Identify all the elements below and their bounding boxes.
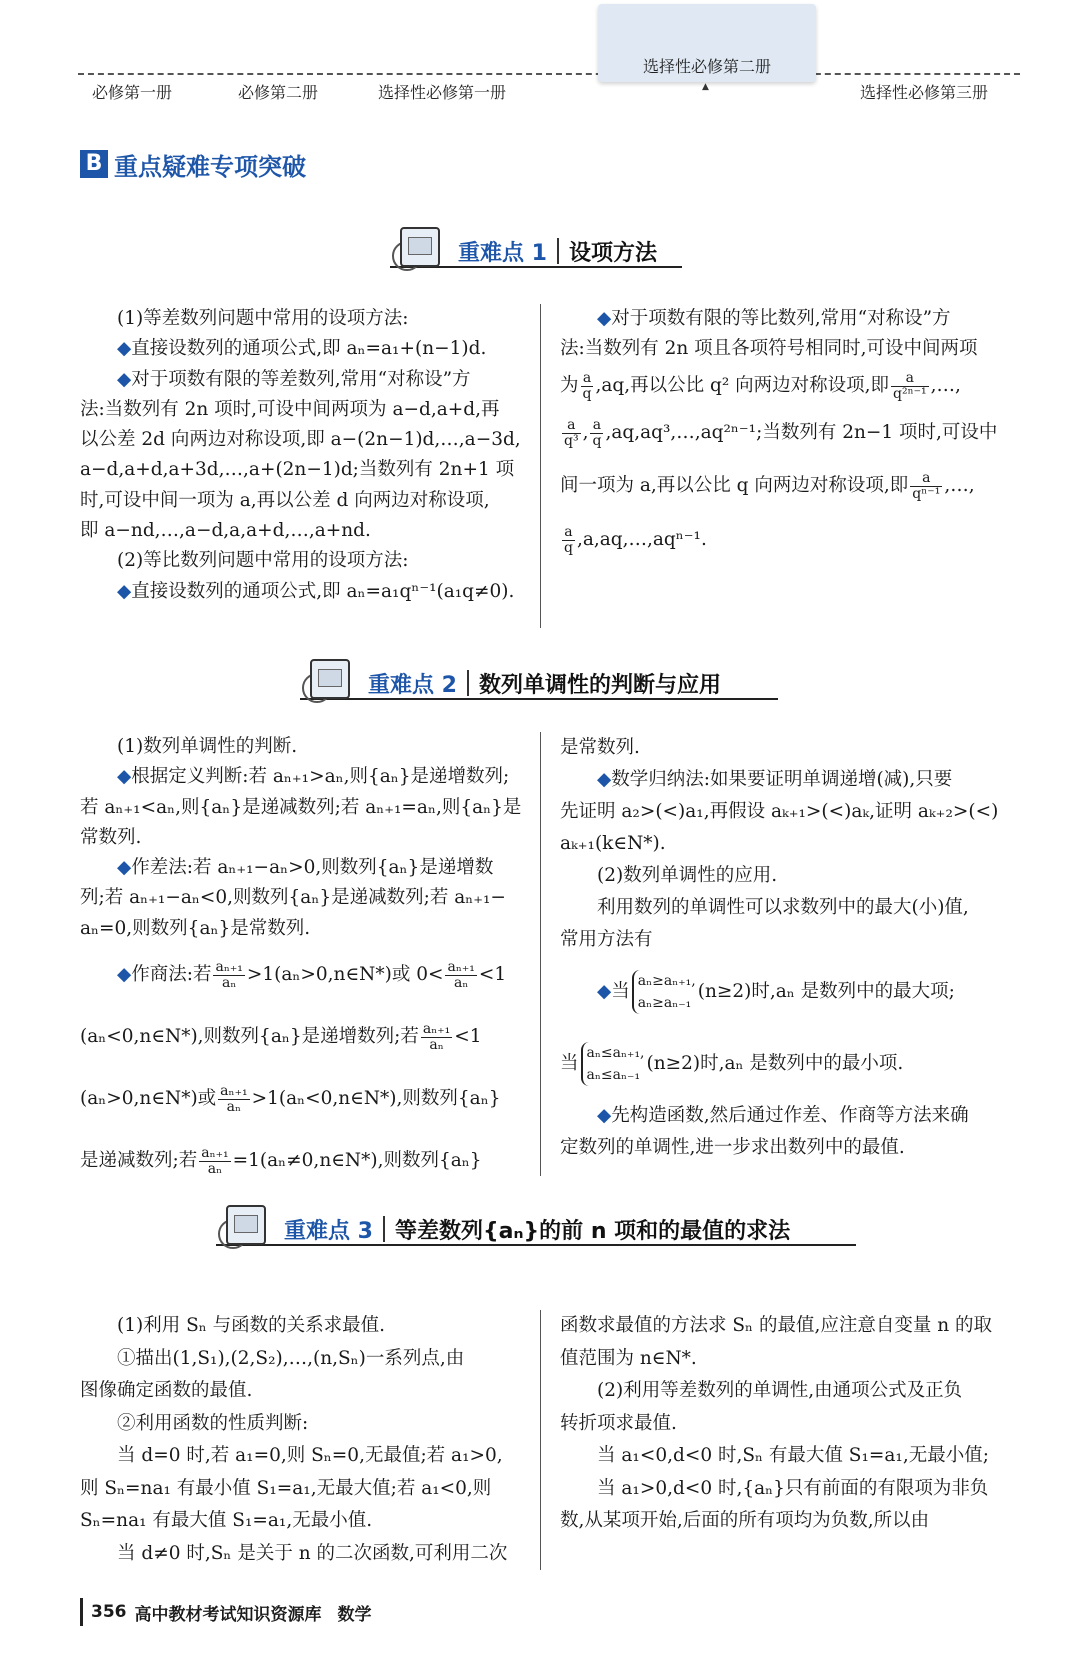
paragraph: 当 a₁>0,d<0 时,{aₙ}只有前面的有限项为非负 xyxy=(597,1477,989,1499)
heading-label: 重难点 3 xyxy=(284,1218,373,1244)
bullet-diamond-icon: ◆ xyxy=(597,308,612,329)
denominator: aₙ xyxy=(429,1036,444,1053)
heading-title: 等差数列{aₙ}的前 n 项和的最值的求法 xyxy=(394,1218,791,1244)
nav-tab-2[interactable]: 必修第二册 xyxy=(238,83,319,102)
paragraph: 数,从某项开始,后面的所有项均为负数,所以由 xyxy=(560,1510,930,1531)
nav-tab-5[interactable]: 选择性必修第三册 xyxy=(860,83,989,102)
denominator: q xyxy=(592,432,602,449)
fraction xyxy=(581,371,594,402)
paragraph: ◆先构造函数,然后通过作差、作商等方法来确 xyxy=(597,1105,969,1126)
fraction xyxy=(199,1146,230,1177)
formula-line xyxy=(80,944,532,1006)
book-icon xyxy=(390,227,450,275)
paragraph: a−d,a+d,a+3d,…,a+(2n−1)d;当数列有 2n+1 项 xyxy=(80,459,515,481)
s1-left-column xyxy=(80,304,532,607)
fraction xyxy=(218,1084,249,1115)
paragraph: Sₙ=na₁ 有最大值 S₁=a₁,无最小值. xyxy=(80,1510,373,1531)
page-footer xyxy=(80,1598,372,1626)
fraction xyxy=(562,418,581,449)
column-divider xyxy=(540,732,541,1176)
bullet-diamond-icon: ◆ xyxy=(117,766,132,788)
denominator: aₙ xyxy=(221,974,237,991)
paragraph: ②利用函数的性质判断: xyxy=(117,1412,309,1434)
fraction xyxy=(910,471,942,502)
paragraph: 以公差 2d 向两边对称设项,即 a−(2n−1)d,…,a−3d, xyxy=(80,429,521,451)
text: ,a,aq,…,aqⁿ⁻¹. xyxy=(576,529,707,550)
text: ◆当 xyxy=(597,981,630,1002)
denominator: qⁿ⁻¹ xyxy=(912,485,941,502)
paragraph: 即 a−nd,…,a−d,a,a+d,…,a+nd. xyxy=(80,520,371,542)
bullet-diamond-icon: ◆ xyxy=(117,338,132,360)
bullet-diamond-icon: ◆ xyxy=(117,368,132,390)
nav-tab-1[interactable]: 必修第一册 xyxy=(92,83,173,102)
formula-line xyxy=(560,364,1020,408)
brace-line: aₙ≥aₙ₋₁ xyxy=(637,995,692,1011)
paragraph: 常用方法有 xyxy=(560,929,653,950)
text: ,…, xyxy=(930,375,961,396)
fraction xyxy=(445,960,476,991)
brace-system xyxy=(581,1042,645,1086)
text: <1 xyxy=(454,1026,482,1048)
numerator: a xyxy=(590,418,603,434)
paragraph: ◆数学归纳法:如果要证明单调递增(减),只要 xyxy=(597,769,953,790)
footer-bar xyxy=(80,1598,83,1626)
formula-line xyxy=(560,956,1020,1028)
formula-line xyxy=(80,1006,532,1068)
bullet-diamond-icon: ◆ xyxy=(117,964,132,986)
active-marker-icon: ▲ xyxy=(702,82,709,92)
text: 间一项为 a,再以公比 q 向两边对称设项,即 xyxy=(560,475,909,496)
nav-tab-4: 选择性必修第二册 xyxy=(642,57,771,76)
heading-1 xyxy=(390,226,682,276)
page-number: 356 xyxy=(91,1602,127,1622)
fraction xyxy=(421,1022,452,1053)
denominator: q xyxy=(564,539,573,556)
text: ◆作商法:若 xyxy=(117,964,212,986)
text: 为 xyxy=(560,375,579,396)
paragraph: (2)数列单调性的应用. xyxy=(597,865,778,886)
numerator: a xyxy=(581,371,594,387)
paragraph: ◆对于项数有限的等比数列,常用“对称设”方 xyxy=(597,308,951,329)
brace-line: aₙ≥aₙ₊₁, xyxy=(637,973,696,989)
bullet-diamond-icon: ◆ xyxy=(597,769,612,790)
heading-separator xyxy=(383,1216,385,1242)
paragraph: 图像确定函数的最值. xyxy=(80,1380,253,1401)
paragraph: (2)利用等差数列的单调性,由通项公式及正负 xyxy=(597,1380,963,1401)
paragraph: 列;若 aₙ₊₁−aₙ<0,则数列{aₙ}是递减数列;若 aₙ₊₁− xyxy=(80,887,506,909)
paragraph: 值范围为 n∈N*. xyxy=(560,1347,697,1369)
nav-divider xyxy=(78,73,1020,75)
text: ,aq,aq³,…,aq²ⁿ⁻¹;当数列有 2n−1 项时,可设中 xyxy=(605,422,998,443)
numerator: a xyxy=(910,471,942,487)
text: 是递减数列;若 xyxy=(80,1150,198,1172)
paragraph: (1)等差数列问题中常用的设项方法: xyxy=(117,308,409,329)
numerator: aₙ₊₁ xyxy=(215,958,243,975)
chapter-nav xyxy=(0,0,1080,100)
paragraph: 若 aₙ₊₁<aₙ,则{aₙ}是递减数列;若 aₙ₊₁=aₙ,则{aₙ}是 xyxy=(80,796,522,818)
s2-right-column xyxy=(560,732,1020,1164)
heading-2 xyxy=(300,658,778,708)
text: (aₙ>0,n∈N*)或 xyxy=(80,1088,217,1110)
column-divider xyxy=(540,1310,541,1570)
paragraph: 利用数列的单调性可以求数列中的最大(小)值, xyxy=(597,897,969,918)
section-title-text: 重点疑难专项突破 xyxy=(114,152,306,181)
heading-underline xyxy=(216,1244,856,1246)
numerator: aₙ₊₁ xyxy=(422,1020,451,1037)
nav-tab-3[interactable]: 选择性必修第一册 xyxy=(378,83,507,102)
paragraph: (2)等比数列问题中常用的设项方法: xyxy=(117,550,409,572)
paragraph: aₙ=0,则数列{aₙ}是常数列. xyxy=(80,917,311,939)
paragraph: 先证明 a₂>(<)a₁,再假设 aₖ₊₁>(<)aₖ,证明 aₖ₊₂>(<) xyxy=(560,801,999,822)
brace-line: aₙ≤aₙ₋₁ xyxy=(586,1067,641,1083)
heading-separator xyxy=(467,670,469,696)
heading-label: 重难点 1 xyxy=(458,240,547,266)
s3-right-column xyxy=(560,1310,1020,1538)
text: (aₙ<0,n∈N*),则数列{aₙ}是递增数列;若 xyxy=(80,1026,419,1048)
numerator: a xyxy=(562,525,575,541)
section-badge: B xyxy=(80,150,108,178)
text: =1(aₙ≠0,n∈N*),则数列{aₙ} xyxy=(232,1150,482,1172)
text: ,…, xyxy=(944,475,975,496)
bullet-diamond-icon: ◆ xyxy=(597,1105,612,1126)
numerator: a xyxy=(562,418,581,434)
column-divider xyxy=(540,304,541,628)
fraction xyxy=(590,418,603,449)
book-icon xyxy=(300,659,360,707)
fraction xyxy=(213,960,244,991)
book-title: 高中教材考试知识资源库 xyxy=(134,1604,322,1625)
brace-system xyxy=(632,970,696,1014)
paragraph: ◆作差法:若 aₙ₊₁−aₙ>0,则数列{aₙ}是递增数 xyxy=(117,857,494,879)
heading-title: 设项方法 xyxy=(568,240,657,266)
numerator: aₙ₊₁ xyxy=(220,1082,248,1099)
paragraph: ◆对于项数有限的等差数列,常用“对称设”方 xyxy=(117,368,471,390)
paragraph: 常数列. xyxy=(80,826,142,848)
heading-3 xyxy=(216,1204,856,1254)
paragraph: 当 d=0 时,若 a₁=0,则 Sₙ=0,无最值;若 a₁>0, xyxy=(117,1445,503,1466)
subject-label: 数学 xyxy=(337,1604,372,1625)
paragraph: (1)利用 Sₙ 与函数的关系求最值. xyxy=(117,1315,386,1336)
fraction xyxy=(891,371,929,402)
denominator: q xyxy=(582,385,592,402)
heading-label: 重难点 2 xyxy=(368,672,457,698)
text: >1(aₙ<0,n∈N*),则数列{aₙ} xyxy=(251,1088,501,1110)
paragraph: 法:当数列有 2n 项且各项符号相同时,可设中间两项 xyxy=(560,338,978,359)
nav-tab-active[interactable] xyxy=(598,4,816,92)
denominator: aₙ xyxy=(226,1098,242,1115)
denominator: aₙ xyxy=(453,974,469,991)
bullet-diamond-icon: ◆ xyxy=(117,857,132,879)
text: (n≥2)时,aₙ 是数列中的最大项; xyxy=(697,981,955,1002)
bullet-diamond-icon: ◆ xyxy=(117,580,132,602)
paragraph: ◆直接设数列的通项公式,即 aₙ=a₁+(n−1)d. xyxy=(117,338,487,360)
bullet-diamond-icon: ◆ xyxy=(597,981,612,1002)
paragraph: 定数列的单调性,进一步求出数列中的最值. xyxy=(560,1137,905,1158)
formula-line xyxy=(560,514,1020,566)
paragraph: ◆直接设数列的通项公式,即 aₙ=a₁qⁿ⁻¹(a₁q≠0). xyxy=(117,580,515,602)
paragraph: aₖ₊₁(k∈N*). xyxy=(560,833,666,854)
s3-left-column xyxy=(80,1310,532,1570)
heading-underline xyxy=(300,698,778,700)
brace-line: aₙ≤aₙ₊₁, xyxy=(586,1045,645,1061)
heading-separator xyxy=(557,238,559,264)
text: >1(aₙ>0,n∈N*)或 0< xyxy=(246,964,444,986)
paragraph: 当 a₁<0,d<0 时,Sₙ 有最大值 S₁=a₁,无最小值; xyxy=(597,1445,989,1466)
paragraph: 当 d≠0 时,Sₙ 是关于 n 的二次函数,可利用二次 xyxy=(117,1542,508,1564)
text: 当 xyxy=(560,1053,579,1074)
formula-line xyxy=(560,458,1020,514)
text: (n≥2)时,aₙ 是数列中的最小项. xyxy=(646,1053,904,1074)
paragraph: 法:当数列有 2n 项时,可设中间两项为 a−d,a+d,再 xyxy=(80,398,500,420)
paragraph: 则 Sₙ=na₁ 有最小值 S₁=a₁,无最大值;若 a₁<0,则 xyxy=(80,1477,492,1499)
paragraph: ◆根据定义判断:若 aₙ₊₁>aₙ,则{aₙ}是递增数列; xyxy=(117,766,510,788)
formula-line xyxy=(560,1028,1020,1100)
formula-line: $\frac{a}{\text{q³}}$ , $\frac{a}{q}$ ,aq,aq³,…,aq²ⁿ⁻¹;当数列有 2n−1 项时,可设中 xyxy=(564,416,998,449)
numerator: aₙ₊₁ xyxy=(201,1144,229,1161)
denominator: aₙ xyxy=(207,1160,223,1177)
section-title xyxy=(80,148,306,180)
s1-right-column xyxy=(560,304,1020,566)
heading-title: 数列单调性的判断与应用 xyxy=(478,672,721,698)
paragraph: ①描出(1,S₁),(2,S₂),…,(n,Sₙ)一系列点,由 xyxy=(117,1347,465,1369)
text: ,aq,再以公比 q² 向两边对称设项,即 xyxy=(595,375,890,396)
s2-left-column xyxy=(80,732,532,1192)
paragraph: 函数求最值的方法求 Sₙ 的最值,应注意自变量 n 的取 xyxy=(560,1315,992,1336)
paragraph: 时,可设中间一项为 a,再以公差 d 向两边对称设项, xyxy=(80,489,490,511)
paragraph: (1)数列单调性的判断. xyxy=(117,736,298,757)
formula-line xyxy=(80,1130,532,1192)
paragraph: 转折项求最值. xyxy=(560,1412,677,1434)
fraction xyxy=(562,525,575,556)
paragraph: 是常数列. xyxy=(560,737,640,758)
numerator: a xyxy=(891,371,929,387)
book-icon xyxy=(216,1205,276,1253)
denominator: q³ xyxy=(564,432,579,449)
denominator: q²ⁿ⁻¹ xyxy=(893,385,927,402)
formula-line xyxy=(80,1068,532,1130)
text: <1 xyxy=(478,964,507,986)
numerator: aₙ₊₁ xyxy=(447,958,475,975)
